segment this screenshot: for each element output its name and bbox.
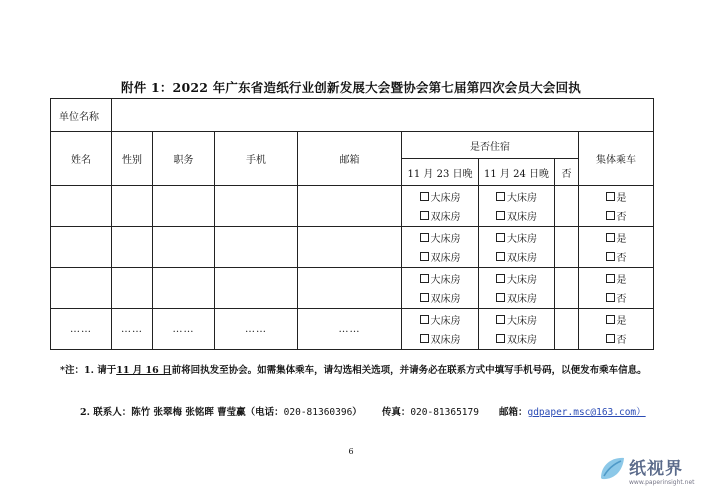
checkbox-icon[interactable] (420, 233, 429, 242)
cell-name[interactable] (51, 227, 112, 268)
cell-date-23 (402, 227, 479, 268)
cell-bus (579, 309, 654, 350)
watermark-name: 纸视界 (629, 459, 683, 479)
contact-phone: 020-81360396 (283, 407, 353, 418)
bus-no-option[interactable]: 否 (579, 288, 653, 307)
cell-no[interactable] (555, 186, 579, 227)
header-phone: 手机 (215, 132, 298, 186)
cell-no[interactable] (555, 268, 579, 309)
cell-date-24 (479, 309, 555, 350)
twin-bed-option[interactable]: 双床房 (402, 329, 478, 348)
checkbox-icon[interactable] (606, 334, 615, 343)
table-row (51, 309, 654, 350)
table-row (51, 268, 654, 309)
cell-position[interactable] (153, 227, 215, 268)
cell-no[interactable] (555, 309, 579, 350)
bus-yes-option[interactable]: 是 (579, 310, 653, 329)
twin-bed-option[interactable]: 双床房 (479, 288, 554, 307)
twin-bed-option[interactable]: 双床房 (402, 247, 478, 266)
checkbox-icon[interactable] (420, 293, 429, 302)
cell-phone[interactable] (215, 186, 298, 227)
cell-phone[interactable] (215, 227, 298, 268)
cell-email[interactable] (298, 268, 402, 309)
twin-bed-option[interactable]: 双床房 (479, 247, 554, 266)
cell-date-24 (479, 186, 555, 227)
email-link[interactable]: gdpaper.msc@163.com） (527, 407, 646, 418)
checkbox-icon[interactable] (606, 252, 615, 261)
header-lodging: 是否住宿 (402, 132, 579, 159)
checkbox-icon[interactable] (496, 233, 505, 242)
cell-bus (579, 227, 654, 268)
bus-yes-option[interactable]: 是 (579, 269, 653, 288)
watermark-logo (597, 452, 697, 492)
big-bed-option[interactable]: 大床房 (402, 310, 478, 329)
notes-text: 前将回执发至协会。如需集体乘车，请勾选相关选项，并请务必在联系方式中填写手机号码，以便发布乘车信息。 (171, 365, 647, 376)
checkbox-icon[interactable] (496, 211, 505, 220)
checkbox-icon[interactable] (420, 274, 429, 283)
header-date-23: 11 月 23 日晚 (402, 159, 479, 186)
unit-name-label: 单位名称 (51, 99, 112, 132)
checkbox-icon[interactable] (420, 192, 429, 201)
cell-name[interactable]: …… (51, 309, 112, 350)
big-bed-option[interactable]: 大床房 (479, 269, 554, 288)
checkbox-icon[interactable] (496, 192, 505, 201)
unit-name-field[interactable] (112, 99, 654, 132)
cell-email[interactable]: …… (298, 309, 402, 350)
cell-name[interactable] (51, 268, 112, 309)
cell-email[interactable] (298, 227, 402, 268)
header-date-24: 11 月 24 日晚 (479, 159, 555, 186)
cell-phone[interactable]: …… (215, 309, 298, 350)
receipt-table (50, 98, 654, 350)
checkbox-icon[interactable] (420, 211, 429, 220)
cell-date-24 (479, 227, 555, 268)
cell-no[interactable] (555, 227, 579, 268)
email-label: 邮箱： (498, 407, 528, 418)
big-bed-option[interactable]: 大床房 (402, 269, 478, 288)
big-bed-option[interactable]: 大床房 (402, 228, 478, 247)
unit-row (51, 99, 654, 132)
header-email: 邮箱 (298, 132, 402, 186)
cell-gender[interactable] (112, 186, 153, 227)
twin-bed-option[interactable]: 双床房 (402, 206, 478, 225)
big-bed-option[interactable]: 大床房 (402, 187, 478, 206)
checkbox-icon[interactable] (496, 252, 505, 261)
cell-email[interactable] (298, 186, 402, 227)
big-bed-option[interactable]: 大床房 (479, 228, 554, 247)
cell-phone[interactable] (215, 268, 298, 309)
page-number: 6 (348, 447, 354, 456)
checkbox-icon[interactable] (606, 211, 615, 220)
cell-date-23 (402, 186, 479, 227)
cell-bus (579, 186, 654, 227)
twin-bed-option[interactable]: 双床房 (402, 288, 478, 307)
bus-no-option[interactable]: 否 (579, 329, 653, 348)
checkbox-icon[interactable] (496, 274, 505, 283)
cell-name[interactable] (51, 186, 112, 227)
cell-bus (579, 268, 654, 309)
cell-position[interactable] (153, 268, 215, 309)
checkbox-icon[interactable] (420, 334, 429, 343)
document-title: 附件 1：2022 年广东省造纸行业创新发展大会暨协会第七届第四次会员大会回执 (121, 80, 581, 95)
fax-label: 传真： (381, 407, 411, 418)
cell-gender[interactable] (112, 227, 153, 268)
checkbox-icon[interactable] (606, 274, 615, 283)
cell-date-24 (479, 268, 555, 309)
big-bed-option[interactable]: 大床房 (479, 187, 554, 206)
twin-bed-option[interactable]: 双床房 (479, 206, 554, 225)
big-bed-option[interactable]: 大床房 (479, 310, 554, 329)
bus-yes-option[interactable]: 是 (579, 228, 653, 247)
header-row-1 (51, 132, 654, 159)
notes (60, 362, 660, 379)
checkbox-icon[interactable] (420, 315, 429, 324)
checkbox-icon[interactable] (606, 233, 615, 242)
cell-position[interactable] (153, 186, 215, 227)
header-no: 否 (555, 159, 579, 186)
checkbox-icon[interactable] (496, 315, 505, 324)
cell-date-23 (402, 309, 479, 350)
fax-number: 020-81365179 (410, 407, 479, 418)
bus-yes-option[interactable]: 是 (579, 187, 653, 206)
bus-no-option[interactable]: 否 (579, 247, 653, 266)
header-position: 职务 (153, 132, 215, 186)
deadline-date: 11 月 16 日 (116, 365, 172, 376)
cell-gender[interactable] (112, 268, 153, 309)
header-bus: 集体乘车 (579, 132, 654, 186)
twin-bed-option[interactable]: 双床房 (479, 329, 554, 348)
cell-gender[interactable]: …… (112, 309, 153, 350)
contact-label: 2. 联系人：陈竹 张翠梅 张铭晖 曹莹赢（电话： (80, 407, 284, 418)
checkbox-icon[interactable] (606, 293, 615, 302)
table-row (51, 186, 654, 227)
leaf-logo-icon (597, 454, 627, 484)
watermark-url: www.paperinsight.net (629, 479, 695, 486)
checkbox-icon[interactable] (420, 252, 429, 261)
checkbox-icon[interactable] (606, 192, 615, 201)
header-name: 姓名 (51, 132, 112, 186)
contact-phone-close: ） (352, 407, 362, 418)
cell-position[interactable]: …… (153, 309, 215, 350)
notes-prefix: *注：1. 请于 (60, 365, 117, 376)
checkbox-icon[interactable] (606, 315, 615, 324)
contact-line (80, 404, 670, 418)
checkbox-icon[interactable] (496, 334, 505, 343)
table-row (51, 227, 654, 268)
checkbox-icon[interactable] (496, 293, 505, 302)
header-gender: 性别 (112, 132, 153, 186)
cell-date-23 (402, 268, 479, 309)
bus-no-option[interactable]: 否 (579, 206, 653, 225)
